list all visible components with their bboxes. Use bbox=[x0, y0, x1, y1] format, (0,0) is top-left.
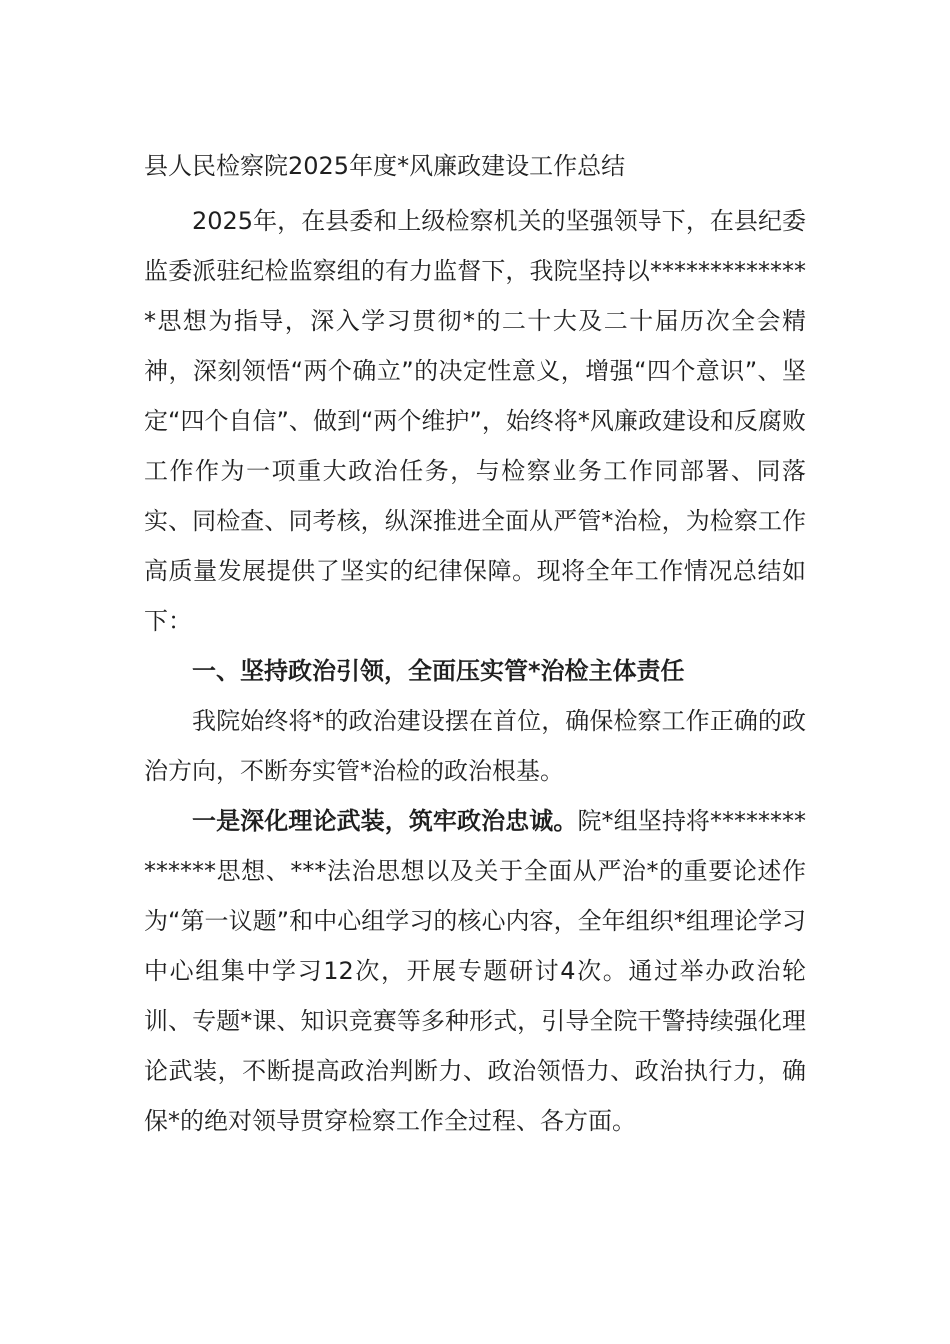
section-heading-1: 一、坚持政治引领，全面压实管*治检主体责任 bbox=[192, 657, 685, 685]
item-1-lead: 一是深化理论武装，筑牢政治忠诚。 bbox=[192, 807, 578, 835]
document-body bbox=[144, 146, 806, 1146]
intro-paragraph: 2025年，在县委和上级检察机关的坚强领导下，在县纪委监委派驻纪检监察组的有力监督下，我院坚持以**************思想为指导，深入学习贯彻*的二十大及二十届历次全会精神，深刻领悟“两个确立”的决定性意义，增强“四个意识”、坚定“四个自信”、做到“两个维护”，始终将*风廉政建设和反腐败工作作为一项重大政治任务，与检察业务工作同部署、同落实、同检查、同考核，纵深推进全面从严管*治检，为检察工作高质量发展提供了坚实的纪律保障。现将全年工作情况总结如下： bbox=[144, 207, 806, 635]
document-title: 县人民检察院2025年度*风廉政建设工作总结 bbox=[144, 152, 626, 180]
section-1-item-1 bbox=[144, 796, 806, 1146]
section-1-paragraph: 我院始终将*的政治建设摆在首位，确保检察工作正确的政治方向，不断夯实管*治检的政治根基。 bbox=[144, 707, 806, 785]
item-1-text: 院*组坚持将**************思想、***法治思想以及关于全面从严治*的重要论述作为“第一议题”和中心组学习的核心内容，全年组织*组理论学习中心组集中学习12次，开展专题研讨4次。通过举办政治轮训、专题*课、知识竞赛等多种形式，引导全院干警持续强化理论武装，不断提高政治判断力、政治领悟力、政治执行力，确保*的绝对领导贯穿检察工作全过程、各方面。 bbox=[144, 807, 806, 1135]
